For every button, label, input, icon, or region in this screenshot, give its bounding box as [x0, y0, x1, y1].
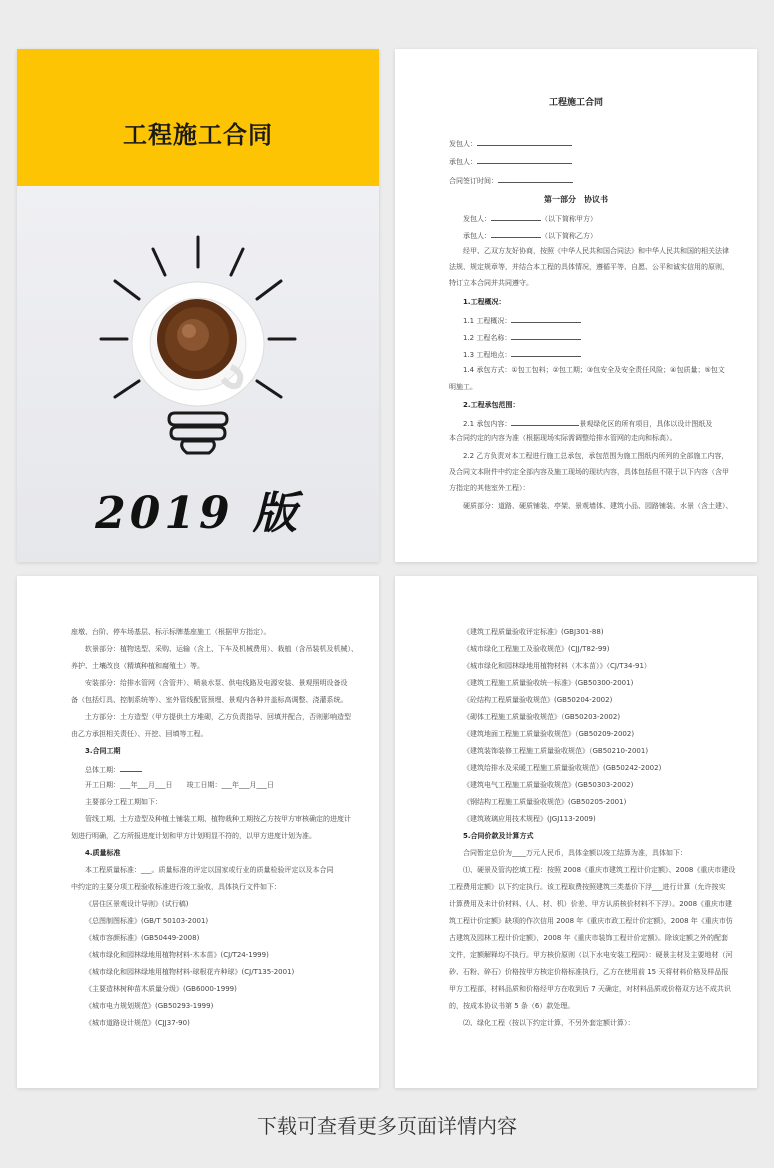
text-line: 土方部分：土方造型（甲方提供土方堆砌，乙方负责指导、回填并配合，否则影响造型 — [85, 713, 351, 721]
coffee-lightbulb-icon — [93, 229, 303, 469]
standard-item: 《建筑电气工程施工质量验收规范》(GB50303-2002) — [463, 781, 634, 789]
section-heading: 5.合同价款及计算方式 — [463, 832, 534, 840]
standard-item: 《城市容颜标准》(GB50449-2008) — [85, 934, 200, 942]
text-line: 砂、石粉、碎石）价格按甲方核定价格标准执行，乙方在使用前 15 天将材料价格及样品报 — [449, 968, 729, 976]
date-line: 开工日期：___年___月___日 竣工日期：___年___月___日 — [85, 781, 274, 789]
standard-item: 《城市电力规划规范》(GB50293-1999) — [85, 1002, 214, 1010]
text-line: 划进行明确，乙方所报进度计划和甲方计划明显不符的，以甲方进度计划为准。 — [71, 832, 316, 840]
text-line: 主要部分工程工期如下： — [85, 798, 162, 806]
contractor-field: 承包人： — [449, 156, 572, 167]
party-b: 承包人： （以下简称乙方） — [463, 232, 597, 240]
document-page-4 — [395, 576, 757, 1088]
text-line: 备（包括灯具、控制系统等）、室外管线配管预埋、景观内各种井盖标高调整、浇灌系统。 — [71, 696, 348, 704]
standard-item: 《钢结构工程施工质量验收规范》(GB50205-2001) — [463, 798, 627, 806]
standard-item: 《砌体工程施工质量验收规范》（GB50203-2002) — [463, 713, 621, 721]
text-line: 的，按成本协议书第 5 条（6）款处理。 — [449, 1002, 575, 1010]
intro-line: 经甲、乙双方友好协商，按照《中华人民共和国合同法》和中华人民共和国的相关法律 — [463, 247, 729, 255]
text-line: 中约定的主要分项工程验收标准进行竣工验收，具体执行文件如下： — [71, 883, 281, 891]
section-heading: 3.合同工期 — [85, 747, 121, 755]
list-item: 硬质部分：道路、硬质铺装、亭架、景观墙体、建筑小品、园路铺装、水景（含土建）、 — [463, 502, 733, 510]
standard-item: 《居住区景观设计导则》(试行稿) — [85, 900, 189, 908]
total-days-field: 总体工期： — [85, 764, 142, 775]
list-item: 及合同文本附件中约定全部内容及施工现场的现状内容，具体包括但不限于以下内容（含甲 — [449, 468, 729, 476]
list-item: 本合同约定的内容为准（根据现场实际需调整给排水管网的走向和标高）。 — [449, 434, 677, 442]
text-line: 合同暂定总价为____万元人民币，具体金额以竣工结算为准，具体如下： — [463, 849, 687, 857]
list-item: 明施工。 — [449, 383, 477, 391]
document-page-2 — [395, 49, 757, 562]
document-page-3 — [17, 576, 379, 1088]
section-heading: 4.质量标准 — [85, 849, 121, 857]
part-title: 第一部分 协议书 — [544, 195, 608, 204]
text-line: 古建筑及园林工程计价定额》，2008 年《重庆市装饰工程计价定额》。除该定额之外的配套 — [449, 934, 729, 942]
list-item: 1.4 承包方式：①包工包料；②包工期；③包安全及安全责任风险；④包质量；⑤包文 — [463, 366, 725, 374]
list-item: 方指定的其他室外工程）： — [449, 484, 530, 492]
text-line: ⑵、绿化工程（按以下约定计算，不另外套定额计算）： — [463, 1019, 635, 1027]
cover-year: 2019 版 — [95, 488, 301, 539]
standard-item: 《建筑地面工程施工质量验收规范》（GB50209-2002) — [463, 730, 635, 738]
standard-item: 《城市绿化和园林绿地用植物材料-木本苗》(CJ/T24-1999) — [85, 951, 269, 959]
text-line: 计算费用及未计价材料、(人、材、机）价差、甲方认质核价材料不下浮）。2008《重庆市建 — [449, 900, 733, 908]
standard-item: 《建筑给排水及采暖工程施工质量验收规范》(GB50242-2002) — [463, 764, 662, 772]
text-line: 甲方工程部，材料品质和价格经甲方在收到后 7 天确定，对材料品质或价格双方达不成共识 — [449, 985, 731, 993]
section-heading: 1.工程概况： — [463, 298, 506, 306]
text-line: 安装部分：给排水管网（含管井）、喷泉水泵、供电线路及电源安装、景观照明设备设 — [85, 679, 348, 687]
text-line: ⑴、硬景及管沟挖填工程：按照 2008《重庆市建筑工程计价定额》、2008《重庆市建设 — [463, 866, 736, 874]
page-title: 工程施工合同 — [548, 98, 603, 108]
intro-line: 特订立本合同并共同遵守。 — [449, 279, 533, 287]
text-line: 软景部分：植物选型、采购、运输（含上、下车及机械费用）、栽植（含吊装机及机械）、 — [85, 645, 358, 653]
standard-item: 《建筑工程质量验收评定标准》(GBJ301-88) — [463, 628, 604, 636]
list-item: 1.3 工程地点： — [463, 349, 581, 360]
sign-date-field: 合同签订时间： — [449, 175, 573, 186]
standard-item: 《总图制图标准》(GB/T 50103-2001) — [85, 917, 209, 925]
download-prompt: 下载可查看更多页面详情内容 — [257, 1114, 517, 1138]
list-item: 2.2 乙方负责对本工程进行施工总承包，承包范围为施工图纸内所列的全部施工内容， — [463, 452, 729, 460]
text-line: 本工程质量标准：___。质量标准的评定以国家或行业的质量检验评定以及本合同 — [85, 866, 334, 874]
standard-item: 《砼结构工程质量验收规范》(GB50204-2002) — [463, 696, 613, 704]
text-line: 筑工程计价定额》缺项的作次信用 2008 年《重庆市政工程计价定额》，2008 年《重庆市仿 — [449, 917, 733, 925]
text-line: 工程费用定额》以下约定执行。该工程取费按照建筑三类基价下浮___进行计算（允许按实 — [449, 883, 726, 891]
list-item: 2.1 承包内容： 景观绿化区的所有项目，具体以设计图纸及 — [463, 420, 713, 428]
standard-item: 《建筑工程施工质量验收统一标准》(GB50300-2001) — [463, 679, 634, 687]
cover-title: 工程施工合同 — [123, 121, 273, 149]
standard-item: 《主要造林树种苗木质量分级》(GB6000-1999) — [85, 985, 237, 993]
intro-line: 法规、规定规章等，并结合本工程的具体情况，遵循平等、自愿、公平和诚实信用的原则， — [449, 263, 729, 271]
text-line: 文件，定额解释均不执行。甲方核价原则（以下水电安装工程同）：硬景主材及主要地材（河 — [449, 951, 733, 959]
text-line: 管线工期、土方造型及种植土铺装工期、植物栽种工期按乙方按甲方审核确定的进度计 — [85, 815, 351, 823]
standard-item: 《城市绿化和园林绿地用植物材料-球根花卉种球》(CJ/T135-2001) — [85, 968, 295, 976]
section-heading: 2.工程承包范围： — [463, 401, 520, 409]
cover-page — [17, 49, 379, 562]
standard-item: 《城市绿化和园林绿地用植物材料（木本苗）》（CJ/T34-91） — [463, 662, 651, 670]
standard-item: 《建筑玻璃应用技术规程》(JGJ113-2009) — [463, 815, 596, 823]
text-line: 养护、土壤改良（精填种植和腐殖土）等。 — [71, 662, 204, 670]
standard-item: 《城市绿化工程施工及验收规范》(CJJ/T82-99) — [463, 645, 610, 653]
text-line: 座墩、台阶、停车场基层、标示标牌基座施工（根据甲方指定）。 — [71, 628, 271, 636]
standard-item: 《城市道路设计规范》(CJJ37-90) — [85, 1019, 190, 1027]
list-item: 1.1 工程概况： — [463, 315, 581, 326]
list-item: 1.2 工程名称： — [463, 332, 581, 343]
standard-item: 《建筑装饰装修工程施工质量验收规范》（GB50210-2001) — [463, 747, 649, 755]
text-line: 由乙方承担相关责任）、开挖、回填等工程。 — [71, 730, 208, 738]
party-a: 发包人： （以下简称甲方） — [463, 215, 597, 223]
employer-field: 发包人： — [449, 138, 572, 149]
